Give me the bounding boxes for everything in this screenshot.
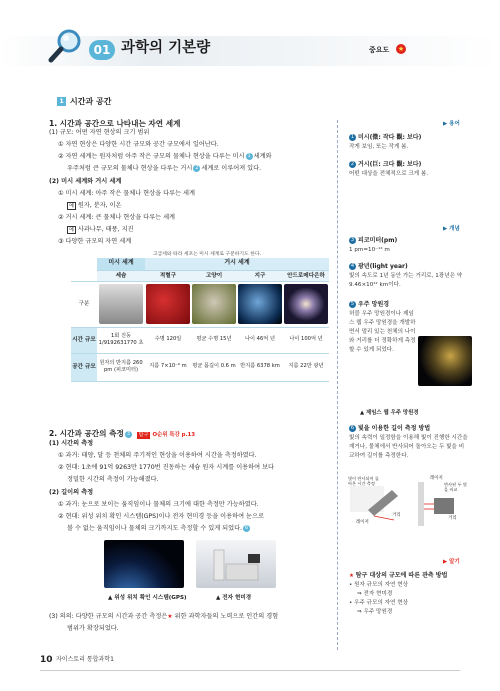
gps-photo [104, 540, 184, 588]
importance-label: 중요도 [369, 46, 390, 54]
cesium-image [99, 284, 143, 324]
page-title: 과학의 기본량 [121, 40, 211, 56]
part1-line: (2) 미시 세계와 거시 세계 [49, 178, 122, 185]
part1-line: 세계와 [253, 153, 272, 160]
terms-tag: ▶ 용어 [443, 121, 460, 127]
meaning-line: 범위가 확장되었다. [67, 625, 119, 632]
red-blood-cell-image [146, 284, 190, 324]
part2-line: ② 현대: 위성 위치 확인 시스템(GPS)이나 전자 현미경 등을 이용하여 눈으로 [58, 513, 264, 520]
part1-line: 원자, 분자, 이온 [77, 202, 122, 209]
magnifier-icon [48, 28, 84, 64]
electron-microscope-photo [196, 540, 276, 588]
cat-image [192, 284, 236, 324]
part1-line: 사과나무, 태풍, 지진 [77, 226, 134, 233]
part1-line: ① 미시 세계: 아주 작은 물체나 현상을 다루는 세계 [58, 190, 195, 197]
diagram-label: 거리 [448, 516, 457, 521]
table-note: 고급세와 따라 세포는 미시 세계로 구분하기도 한다. [153, 252, 261, 257]
part2-line: ① 과거: 태양, 달 등 천체의 주기적인 현상을 이용하여 시간을 측정하였다. [58, 452, 257, 459]
chapter-number: 01 [89, 40, 115, 60]
term-2: 2 거시(巨: 크다 觀: 보다) 어떤 대상을 전체적으로 크게 봄. [349, 161, 429, 177]
example-icon: 예 [69, 227, 74, 233]
table-cell: 지름 22만 광년 [283, 353, 329, 381]
book-title: 자이스토리 통합과학1 [56, 656, 114, 663]
footnote-1-icon: 1 [247, 153, 251, 159]
andromeda-image [284, 284, 328, 324]
diagram-label: 빛이 반사되어 돌아온 시간 측정 [348, 476, 379, 487]
meaning-line: (3) 의의: 다양한 규모의 시간과 공간 측정은 [49, 613, 168, 620]
row-label: 공간 규모 [71, 353, 97, 381]
part2-line: ① 과거: 눈으로 보이는 움직임이나 물체의 크기에 대한 측정만 가능하였다. [58, 501, 259, 508]
microscope-caption: ▲ 전자 현미경 [216, 595, 252, 601]
footer-divider [40, 670, 460, 671]
jwst-caption: ▲ 제임스 웹 우주 망원경 [360, 410, 419, 416]
part1-line: ① 자연 현상은 다양한 시간 규모와 공간 규모에서 일어난다. [58, 141, 219, 148]
part2-heading: 2. 시간과 공간의 측정 [49, 429, 124, 438]
table-cell: 원자의 반지름 260 pm (피코미터) [97, 353, 145, 381]
row-label: 구분 [71, 281, 97, 327]
concept-3: 3 피코미터(pm) 1 pm=10⁻¹² m [349, 237, 398, 253]
key-star-icon: ★ [167, 613, 173, 620]
diagram-label: 레이저 [356, 520, 369, 525]
concept-4: 4 광년(light year) 빛의 속도로 1년 동안 가는 거리로, 1광년은 약 9.46×10¹² km이다. [349, 263, 463, 288]
term-1: 1 미시(微: 작다 觀: 보다) 작게 보임, 또는 작게 봄. [349, 134, 422, 150]
part1-line: ③ 다양한 규모의 자연 세계 [58, 238, 132, 245]
part2-line: (2) 길이의 측정 [49, 489, 94, 496]
table-cell: 1회 진동 1/9192631770 초 [97, 327, 145, 353]
part2-line: 정밀한 시간의 측정이 가능해졌다. [67, 476, 159, 483]
part1-line: 세계로 이루어져 있다. [201, 165, 262, 172]
table-cell: 평균 수명 15년 [191, 327, 237, 353]
part2-line: ② 현대: 1초에 91억 9263만 1770번 진동하는 세슘 원자 시계를 이용하여 보다 [58, 464, 275, 471]
concept-5: 5 우주 망원경 허블 우주 망원경이나 제임스 웹 우주 망원경을 개발하면서 멀리 있는 천체의 나이와 거리를 더 정확하게 측정할 수 있게 되었다. [349, 301, 416, 353]
sidebar-divider [337, 120, 338, 650]
table-cell: 나이 46억 년 [237, 327, 283, 353]
light-measure-diagram [348, 476, 472, 532]
meaning-line: 위한 과학자들의 노력으로 인간의 경험 [174, 613, 279, 620]
footnote-2-icon: 2 [195, 165, 199, 171]
james-webb-photo [418, 336, 472, 386]
table-cell: 반지름 6378 km [237, 353, 283, 381]
section-title: 시간과 공간 [70, 97, 112, 106]
part2-line: 볼 수 없는 움직임이나 물체의 크기까지도 측정할 수 있게 되었다. [67, 525, 243, 532]
table-cell: 수명 120일 [145, 327, 191, 353]
know-box: ★ 탐구 대상의 규모에 따른 관측 방법 • 원자 규모의 자연 현상 ⇒ 전자 현미경 • 우주 규모의 자연 현상 ⇒ 우주 망원경 [349, 572, 448, 615]
row-label: 시간 규모 [71, 327, 97, 353]
column-header: 세슘 [97, 270, 145, 281]
scale-table [71, 258, 329, 382]
lecture-link[interactable]: O순위 특강 p.13 [152, 432, 196, 438]
part2-line: (1) 시간의 측정 [49, 440, 94, 447]
group-macro: 거시 세계 [145, 258, 329, 270]
table-cell: 평균 몸길이 0.6 m [191, 353, 237, 381]
know-star-icon: ★ [349, 573, 355, 579]
diagram-label: 레이저 [430, 476, 443, 481]
part1-heading: 1. 시간과 공간으로 나타내는 자연 세계 [49, 119, 181, 128]
column-header: 지구 [237, 270, 283, 281]
part1-line: ② 거시 세계: 큰 물체나 현상을 다루는 세계 [58, 214, 176, 221]
column-header: 적혈구 [145, 270, 191, 281]
section-badge: 1 [57, 97, 66, 106]
footnote-3-icon: 3 [126, 431, 130, 437]
column-header: 안드로메다은하 [283, 270, 329, 281]
table-cell: 지름 7×10⁻⁶ m [145, 353, 191, 381]
part1-line: (1) 규모: 어떤 자연 현상의 크기 범위 [49, 129, 150, 136]
earth-image [238, 284, 282, 324]
part1-line: 우주처럼 큰 규모의 물체나 현상을 다루는 거시 [67, 165, 193, 172]
diagram-label: 거리 [392, 513, 401, 518]
page-number: 10 [40, 655, 53, 665]
know-tag: ▶ 알기 [443, 559, 460, 565]
column-header: 고양이 [191, 270, 237, 281]
concept-tag: ▶ 개념 [443, 226, 460, 232]
part1-line: ② 자연 세계는 원자처럼 아주 작은 규모의 물체나 현상을 다루는 미시 [58, 153, 245, 160]
example-icon: 예 [69, 203, 74, 209]
group-micro: 미시 세계 [97, 258, 145, 270]
diagram-label: 반사된 두 빛을 비교 [444, 482, 467, 493]
footnote-6-icon: 6 [244, 525, 249, 531]
concept-6: 6 빛을 이용한 길이 측정 방법 빛의 속력이 일정함을 이용해 빛이 진행한 시간을 재거나, 물체에서 반사되어 돌아오는 두 빛을 비교하여 길이를 측정한다. [349, 425, 468, 459]
gps-caption: ▲ 위성 위치 확인 시스템(GPS) [108, 595, 187, 601]
inquiry-tag: 탐구 [138, 432, 149, 438]
table-cell: 나이 100억 년 [283, 327, 329, 353]
star-icon: ★ [397, 45, 405, 53]
